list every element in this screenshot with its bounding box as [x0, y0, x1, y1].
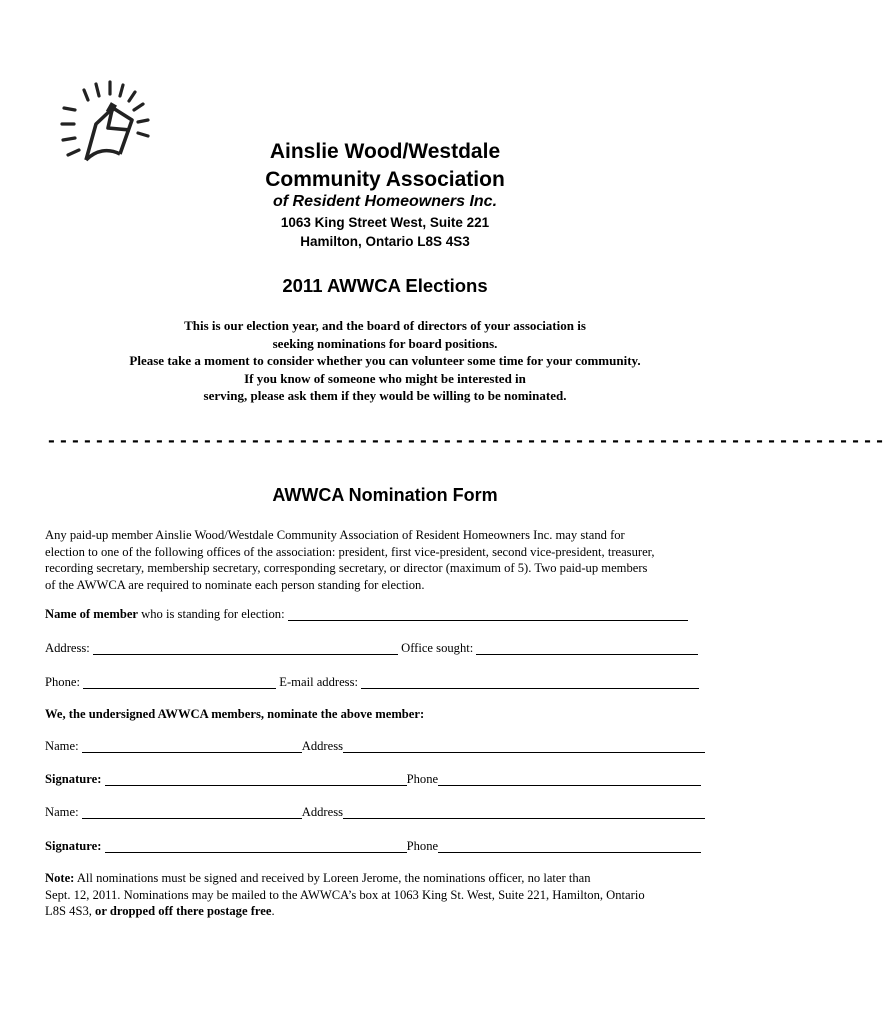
nominator2-name-field[interactable] — [82, 805, 302, 819]
note-text: L8S 4S3, — [45, 904, 96, 918]
intro-line: This is our election year, and the board of directors of your association is — [184, 318, 586, 333]
address-office-row — [45, 641, 725, 659]
note-line: Sept. 12, 2011. Nominations may be mailed to the AWWCA’s box at 1063 King St. West, Suite 221, Hamilton, Ontario — [45, 887, 645, 902]
nominator2-signature-label: Signature: — [45, 839, 102, 853]
nominator1-address-label: Address — [301, 739, 344, 753]
office-sought-label: Office sought: — [401, 641, 474, 655]
description-line: recording secretary, membership secretary, corresponding secretary, or director (maximum of 5). Two paid-up members — [45, 561, 648, 575]
note-text: . — [271, 904, 275, 918]
organization-name — [180, 138, 590, 194]
office-sought-field[interactable] — [476, 641, 698, 655]
nominator2-phone-label: Phone — [406, 839, 439, 853]
email-label: E-mail address: — [279, 675, 358, 689]
nominator1-name-row — [45, 739, 725, 757]
nominator2-address-label: Address — [301, 805, 344, 819]
nominator2-name-row — [45, 805, 725, 823]
organization-name-line1: Ainslie Wood/Westdale — [269, 140, 501, 163]
note-line — [45, 903, 725, 920]
note-line — [45, 870, 725, 887]
nominator2-signature-field[interactable] — [105, 839, 407, 853]
organization-subtitle: of Resident Homeowners Inc. — [272, 193, 498, 210]
note-label: Note: — [45, 871, 75, 885]
address-line1: 1063 King Street West, Suite 221 — [280, 215, 490, 230]
submission-note — [45, 870, 725, 920]
intro-line: seeking nominations for board positions. — [272, 335, 498, 351]
member-name-label: who is standing for election: — [138, 607, 285, 621]
form-title: AWWCA Nomination Form — [272, 485, 498, 505]
nominator1-name-field[interactable] — [82, 739, 302, 753]
nominator1-name-label: Name: — [45, 739, 79, 753]
elections-title: 2011 AWWCA Elections — [282, 275, 488, 296]
nominator1-phone-field[interactable] — [438, 772, 701, 786]
intro-line: If you know of someone who might be interested in — [244, 370, 526, 386]
nominator2-phone-field[interactable] — [438, 839, 701, 853]
intro-line: serving, please ask them if they would be willing to be nominated. — [203, 388, 567, 403]
nominator1-address-field[interactable] — [343, 739, 705, 753]
email-field[interactable] — [361, 675, 699, 689]
address-field[interactable] — [93, 641, 398, 655]
description-line: election to one of the following offices of the association: president, first vice-president, second vice-president, treasurer, — [45, 544, 655, 559]
elections-intro — [0, 317, 770, 405]
note-text: All nominations must be signed and received by Loreen Jerome, the nominations officer, no later than — [74, 871, 591, 885]
nominators-heading: We, the undersigned AWWCA members, nominate the above member: — [45, 707, 425, 721]
intro-line: Please take a moment to consider whether you can volunteer some time for your community. — [129, 353, 641, 368]
phone-email-row — [45, 675, 725, 693]
organization-name-line2: Community Association — [265, 168, 505, 191]
nominator2-signature-row — [45, 839, 725, 857]
nominator1-signature-field[interactable] — [105, 772, 407, 786]
description-line: Any paid-up member Ainslie Wood/Westdale Community Association of Resident Homeowners Inc. may stand for — [45, 528, 625, 542]
member-name-label-bold: Name of member — [45, 607, 139, 621]
house-sun-logo — [58, 80, 162, 172]
note-emphasis: or dropped off there postage free — [95, 904, 272, 918]
nominator2-name-label: Name: — [45, 805, 79, 819]
member-name-row — [45, 607, 725, 625]
description-line: of the AWWCA are required to nominate each person standing for election. — [45, 577, 425, 592]
phone-label: Phone: — [45, 675, 80, 689]
address-label: Address: — [45, 641, 90, 655]
nominator1-phone-label: Phone — [406, 772, 439, 786]
cut-line-divider: ---------------------------------------------------------------------- — [46, 432, 886, 452]
nominator1-signature-label: Signature: — [45, 772, 102, 786]
address-line2: Hamilton, Ontario L8S 4S3 — [300, 234, 470, 249]
form-description — [45, 527, 725, 593]
member-name-field[interactable] — [288, 607, 688, 621]
nominator2-address-field[interactable] — [343, 805, 705, 819]
nominator1-signature-row — [45, 772, 725, 790]
phone-field[interactable] — [83, 675, 276, 689]
